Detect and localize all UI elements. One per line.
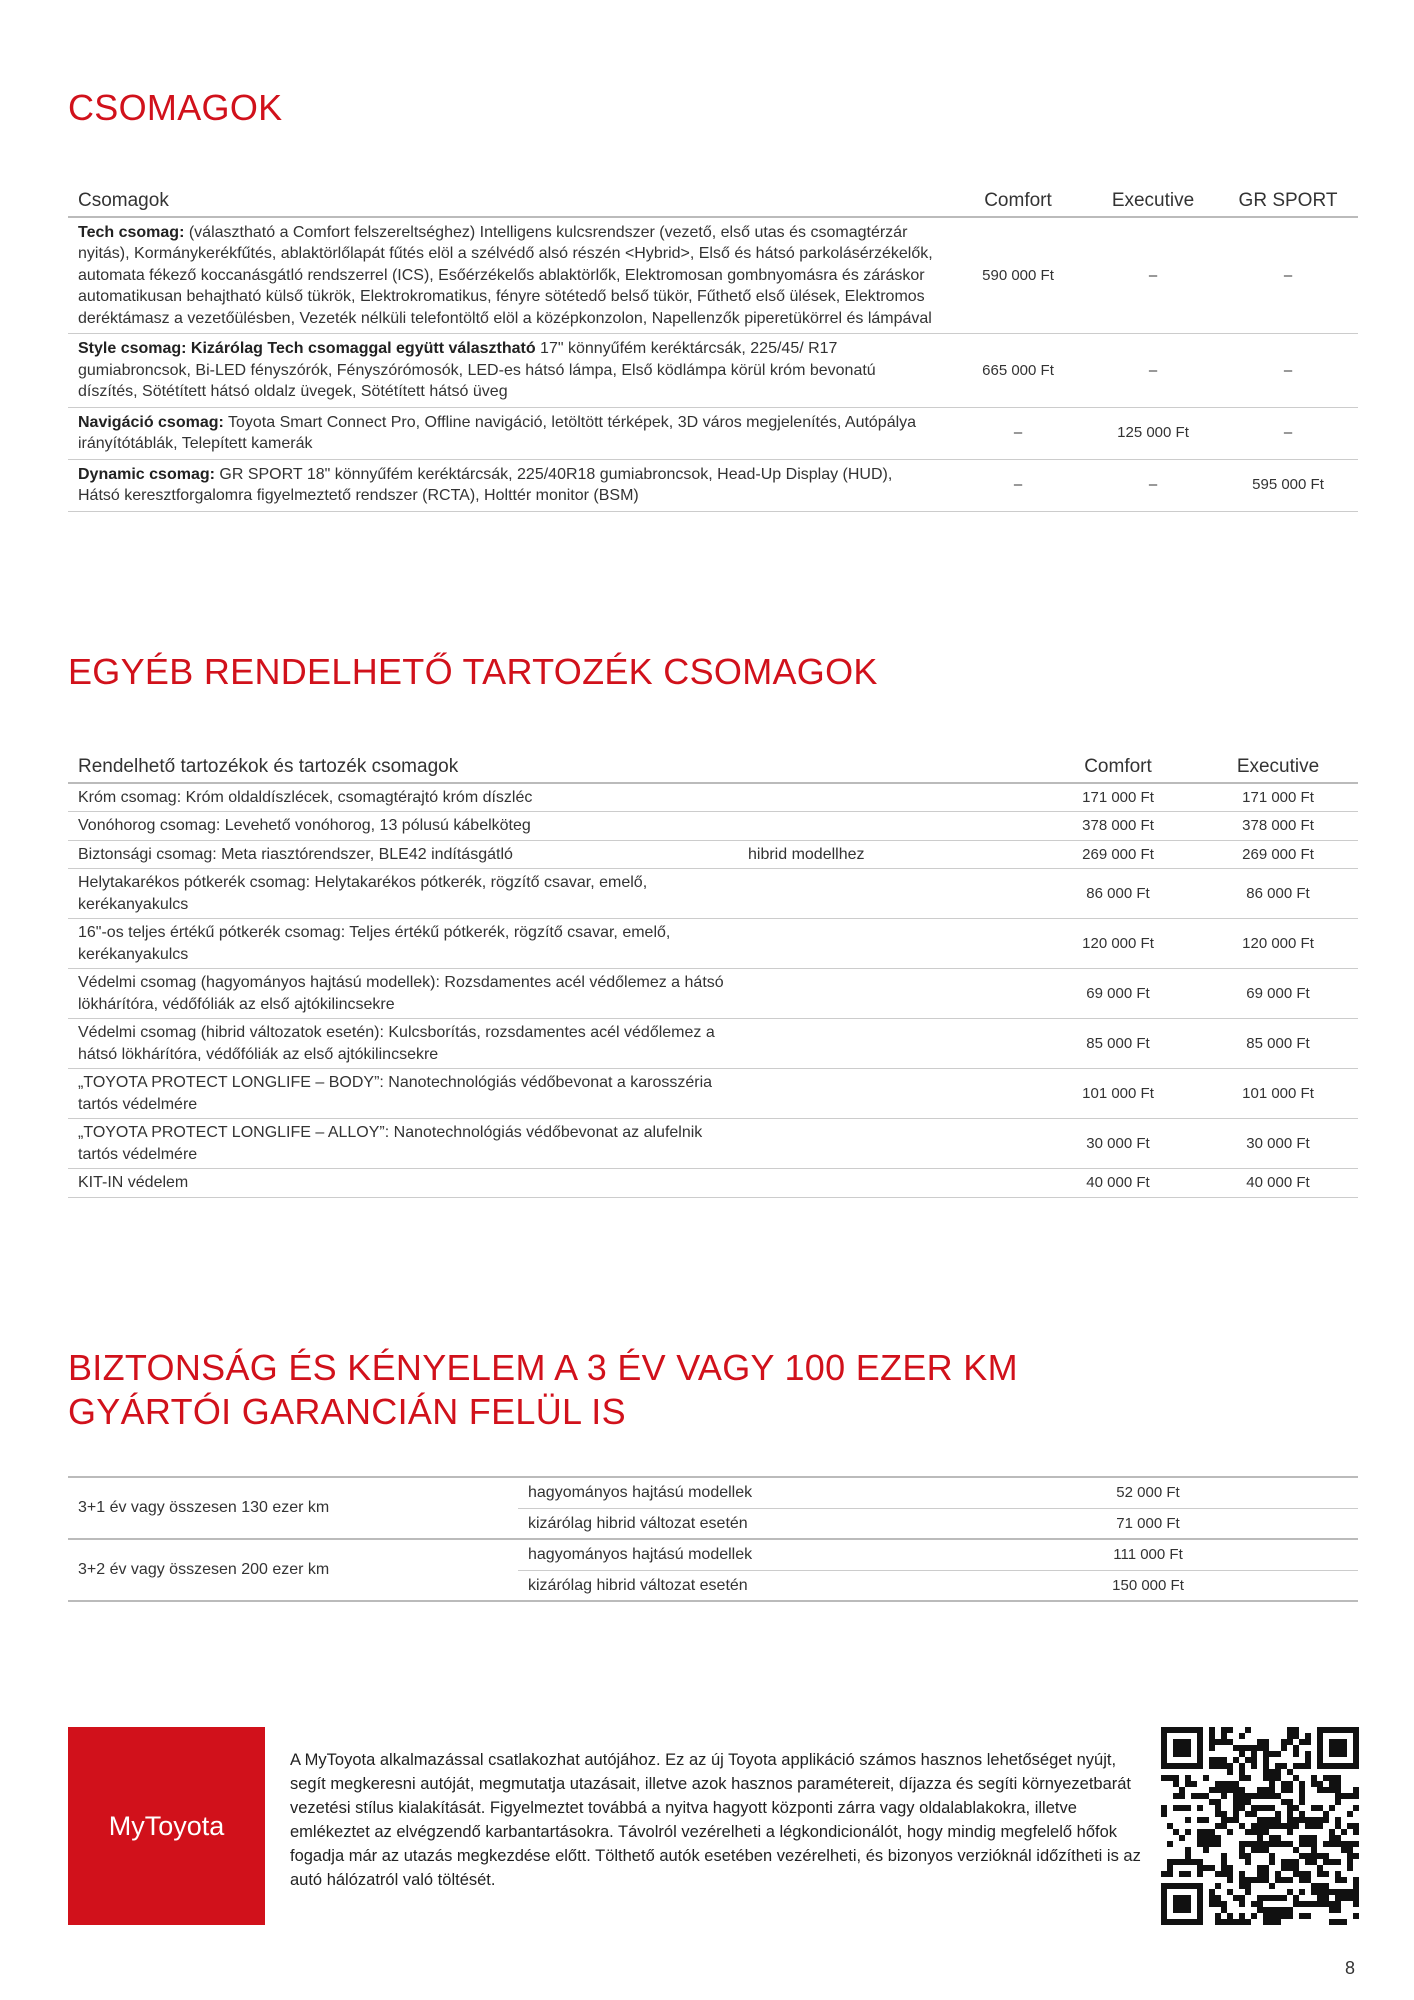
price-grsport: 595 000 Ft (1218, 459, 1358, 511)
price-executive: 86 000 Ft (1198, 869, 1358, 919)
accessory-description: Vonóhorog csomag: Levehető vonóhorog, 13 pólusú kábelköteg (68, 812, 738, 841)
accessory-description: „TOYOTA PROTECT LONGLIFE – BODY”: Nanotechnológiás védőbevonat a karosszéria tartós védelmére (68, 1069, 738, 1119)
table-row (68, 1539, 1358, 1570)
spacer (1248, 1477, 1358, 1508)
accessory-description: „TOYOTA PROTECT LONGLIFE – ALLOY”: Nanotechnológiás védőbevonat az alufelnik tartós védelmére (68, 1119, 738, 1169)
section-title-accessories: EGYÉB RENDELHETŐ TARTOZÉK CSOMAGOK (68, 651, 878, 692)
drive-type: hagyományos hajtású modellek (518, 1477, 1048, 1508)
price-executive: 40 000 Ft (1198, 1169, 1358, 1198)
price-executive: 30 000 Ft (1198, 1119, 1358, 1169)
table-row (68, 1019, 1358, 1069)
table-row (68, 407, 1358, 459)
package-name: Navigáció csomag: (78, 413, 224, 431)
accessory-description: Króm csomag: Króm oldaldíszlécek, csomagtérajtó króm díszléc (68, 783, 738, 812)
table-row (68, 1119, 1358, 1169)
accessory-description: Védelmi csomag (hibrid változatok esetén): Kulcsborítás, rozsdamentes acél védőlemez a hátsó lökhárítóra, védőfóliák az első ajtókilincsekre (68, 1019, 738, 1069)
price-comfort: 69 000 Ft (1038, 969, 1198, 1019)
col-header: Executive (1088, 186, 1218, 217)
table-row (68, 459, 1358, 511)
price-comfort: 171 000 Ft (1038, 783, 1198, 812)
price-grsport: – (1218, 217, 1358, 334)
price-executive: 101 000 Ft (1198, 1069, 1358, 1119)
price-comfort: 120 000 Ft (1038, 919, 1198, 969)
package-description (68, 407, 948, 459)
table-row (68, 869, 1358, 919)
accessory-description: Helytakarékos pótkerék csomag: Helytakarékos pótkerék, rögzítő csavar, emelő, kerékanyakulcs (68, 869, 738, 919)
price-comfort: 590 000 Ft (948, 217, 1088, 334)
table-row (68, 217, 1358, 334)
price-executive: 378 000 Ft (1198, 812, 1358, 841)
warranty-price: 111 000 Ft (1048, 1539, 1248, 1570)
warranty-price: 71 000 Ft (1048, 1508, 1248, 1539)
price-grsport: – (1218, 407, 1358, 459)
package-description (68, 334, 948, 408)
table-row (68, 919, 1358, 969)
section-title-packages: CSOMAGOK (68, 87, 283, 128)
price-executive: – (1088, 334, 1218, 408)
warranty-table (68, 1476, 1358, 1602)
spacer (1248, 1508, 1358, 1539)
price-executive: – (1088, 459, 1218, 511)
table-row (68, 1069, 1358, 1119)
warranty-label: 3+2 év vagy összesen 200 ezer km (68, 1539, 518, 1601)
package-details: Toyota Smart Connect Pro, Offline navigáció, letöltött térképek, 3D város megjelenítés, Autópálya irányítótáblák, Telepített kamerák (78, 413, 917, 452)
price-grsport: – (1218, 334, 1358, 408)
mytoyota-description: A MyToyota alkalmazással csatlakozhat autójához. Ez az új Toyota applikáció számos hasznos lehetőséget nyújt, segít megkeresni autóját, megmutatja utazásait, illetve azok hasznos paramétereit, díjazza és segíti környezetbarát vezetési stílus kialakítását. Figyelmeztet továbbá a nyitva hagyott központi zárra vagy oldalablakokra, illetve emlékeztet az elvégzendő karbantartásokra. Távolról vezérelheti a légkondicionálót, hogy mindig megfelelő hőfok fogadja már az utazás megkezdése előtt. Tölthető autók esetében vezérelheti, és bizonyos verzióknál időzítheti is az autó hálózatról való töltését. (290, 1751, 1141, 1889)
price-executive: – (1088, 217, 1218, 334)
price-comfort: 269 000 Ft (1038, 840, 1198, 869)
table-row (68, 840, 1358, 869)
table-row (68, 1477, 1358, 1508)
table-row (68, 1169, 1358, 1198)
table-row (68, 969, 1358, 1019)
price-comfort: 378 000 Ft (1038, 812, 1198, 841)
col-header: Comfort (948, 186, 1088, 217)
accessory-description: Biztonsági csomag: Meta riasztórendszer, BLE42 indításgátló (68, 840, 738, 869)
title-line: GYÁRTÓI GARANCIÁN FELÜL IS (68, 1391, 626, 1432)
package-name: Tech csomag: (78, 223, 185, 241)
col-header: GR SPORT (1218, 186, 1358, 217)
price-executive: 85 000 Ft (1198, 1019, 1358, 1069)
price-comfort: – (948, 459, 1088, 511)
accessory-note (738, 969, 1038, 1019)
accessory-note (738, 919, 1038, 969)
col-header (738, 752, 1038, 783)
accessory-description: Védelmi csomag (hagyományos hajtású modellek): Rozsdamentes acél védőlemez a hátsó lökhárítóra, védőfóliák az első ajtókilincsekre (68, 969, 738, 1019)
spacer (1248, 1570, 1358, 1601)
warranty-label: 3+1 év vagy összesen 130 ezer km (68, 1477, 518, 1539)
accessory-note (738, 1169, 1038, 1198)
accessory-note (738, 1069, 1038, 1119)
price-executive: 269 000 Ft (1198, 840, 1358, 869)
warranty-price: 150 000 Ft (1048, 1570, 1248, 1601)
price-executive: 120 000 Ft (1198, 919, 1358, 969)
accessory-note (738, 1119, 1038, 1169)
price-comfort: – (948, 407, 1088, 459)
page-number: 8 (1345, 1958, 1356, 1978)
package-details: 17" könnyűfém keréktárcsák, 225/45/ R17 gumiabroncsok, Bi-LED fényszórók, Fényszórómosók, LED-es hátsó lámpa, Első ködlámpa körül króm bevonatú díszítés, Sötétített hátsó oldalz üvegek, Sötétített hátsó üveg (78, 340, 876, 400)
warranty-price: 52 000 Ft (1048, 1477, 1248, 1508)
package-details: GR SPORT 18" könnyűfém keréktárcsák, 225/40R18 gumiabroncsok, Head-Up Display (HUD), Hátsó keresztforgalomra figyelmeztető rendszer (RCTA), Holttér monitor (BSM) (78, 465, 893, 504)
section-title-warranty (68, 1346, 1018, 1434)
col-header: Executive (1198, 752, 1358, 783)
title-line: BIZTONSÁG ÉS KÉNYELEM A 3 ÉV VAGY 100 EZER KM (68, 1347, 1018, 1388)
package-description (68, 217, 948, 334)
table-row (68, 334, 1358, 408)
drive-type: kizárólag hibrid változat esetén (518, 1508, 1048, 1539)
price-comfort: 86 000 Ft (1038, 869, 1198, 919)
package-name: Style csomag: Kizárólag Tech csomaggal együtt választható (78, 340, 536, 357)
accessory-note (738, 783, 1038, 812)
drive-type: hagyományos hajtású modellek (518, 1539, 1048, 1570)
price-comfort: 40 000 Ft (1038, 1169, 1198, 1198)
accessory-note (738, 812, 1038, 841)
price-executive: 125 000 Ft (1088, 407, 1218, 459)
packages-table (68, 186, 1358, 512)
price-executive: 171 000 Ft (1198, 783, 1358, 812)
package-description (68, 459, 948, 511)
accessories-table (68, 752, 1358, 1198)
accessory-note: hibrid modellhez (738, 840, 1038, 869)
table-row (68, 812, 1358, 841)
accessory-note (738, 869, 1038, 919)
col-header: Csomagok (68, 186, 948, 217)
spacer (1248, 1539, 1358, 1570)
accessory-description: KIT-IN védelem (68, 1169, 738, 1198)
table-row (68, 783, 1358, 812)
accessory-description: 16"-os teljes értékű pótkerék csomag: Teljes értékű pótkerék, rögzítő csavar, emelő, kerékanyakulcs (68, 919, 738, 969)
mytoyota-logo: MyToyota (68, 1727, 265, 1925)
price-comfort: 101 000 Ft (1038, 1069, 1198, 1119)
price-comfort: 665 000 Ft (948, 334, 1088, 408)
col-header: Comfort (1038, 752, 1198, 783)
accessory-note (738, 1019, 1038, 1069)
qr-code[interactable] (1161, 1727, 1359, 1925)
price-executive: 69 000 Ft (1198, 969, 1358, 1019)
price-comfort: 30 000 Ft (1038, 1119, 1198, 1169)
package-name: Dynamic csomag: (78, 465, 215, 483)
price-comfort: 85 000 Ft (1038, 1019, 1198, 1069)
col-header: Rendelhető tartozékok és tartozék csomagok (68, 752, 738, 783)
package-details: (választható a Comfort felszereltséghez) Intelligens kulcsrendszer (vezető, első utas és csomagtérzár nyitás), Kormánykerékfűtés, ablaktörlőlapát fűtés elöl a szélvédő alsó részén <Hybrid>, Első és hátsó parkolásérzékelők, automata fékező koccanásgátló rendszerrel (ICS), Esőérzékelős ablaktörlők, Elektromosan gombnyomásra és záráskor automatikusan behajtható külső tükrök, Elektrokromatikus, fényre sötétedő belső tükör, Fűthető első ülések, Elektromos deréktámasz a vezetőülésben, Vezeték nélküli telefontöltő elöl a középkonzolon, Napellenzők piperetükörrel és lámpával (78, 223, 933, 327)
drive-type: kizárólag hibrid változat esetén (518, 1570, 1048, 1601)
